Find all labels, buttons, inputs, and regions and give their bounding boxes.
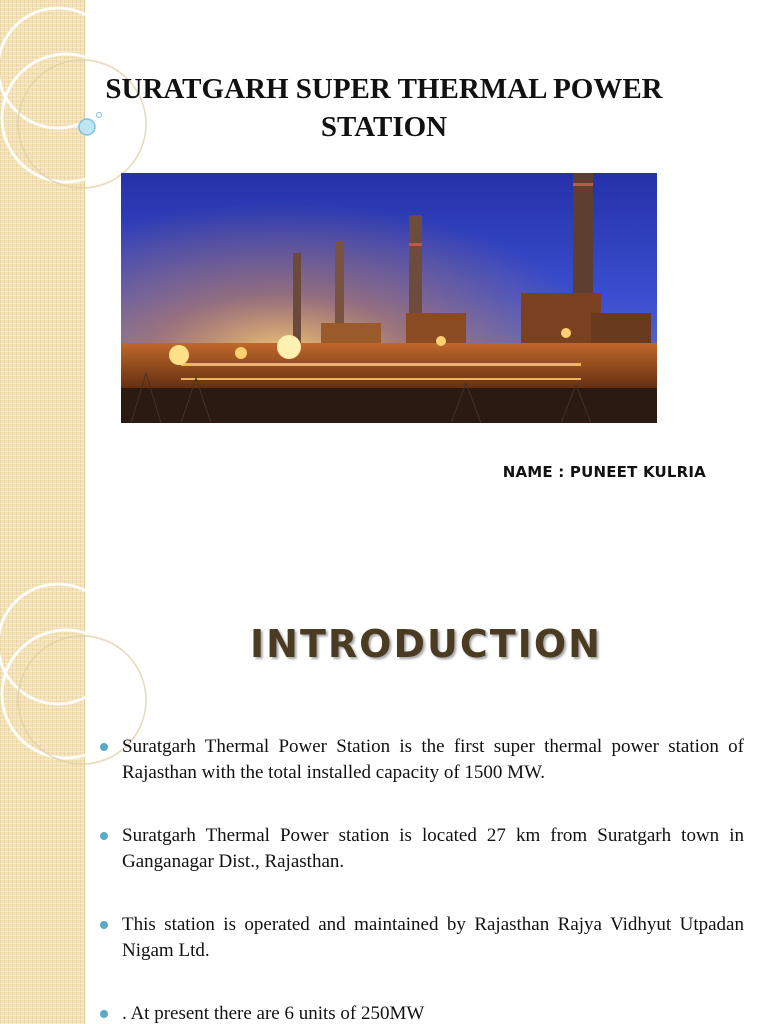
list-item [98, 823, 744, 875]
bullet-list [98, 734, 744, 1024]
bullet-icon [100, 832, 108, 840]
bullet-icon [100, 921, 108, 929]
bullet-icon [100, 743, 108, 751]
list-item [98, 912, 744, 964]
introduction-slide [0, 576, 768, 1024]
bullet-icon [100, 1010, 108, 1018]
list-item [98, 1001, 744, 1024]
presenter-name: NAME : PUNEET KULRIA [502, 463, 706, 481]
bullet-text: . At present there are 6 units of 250MW [122, 1003, 425, 1024]
list-item [98, 734, 744, 786]
bullet-text: Suratgarh Thermal Power station is located 27 km from Suratgarh town in Ganganagar Dist., Rajasthan. [122, 825, 744, 872]
bullet-text: Suratgarh Thermal Power Station is the first super thermal power station of Rajasthan with the total installed capacity of 1500 MW. [122, 736, 744, 783]
slide-title: SURATGARH SUPER THERMAL POWER STATION [105, 73, 663, 143]
bullet-text: This station is operated and maintained by Rajasthan Rajya Vidhyut Utpadan Nigam Ltd. [122, 914, 744, 961]
sidebar-texture [0, 576, 85, 1024]
section-heading: INTRODUCTION [250, 622, 602, 666]
power-station-photo [121, 173, 657, 423]
